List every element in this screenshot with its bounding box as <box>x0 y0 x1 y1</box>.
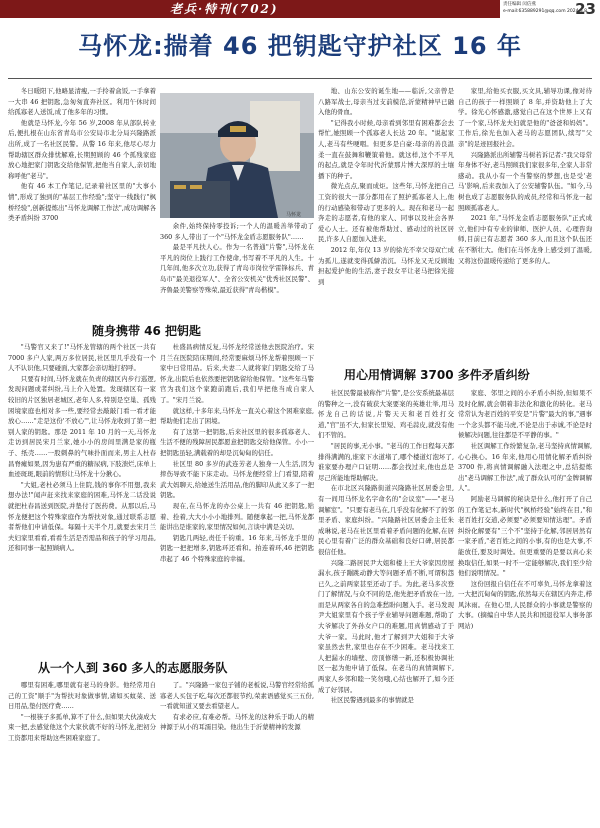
paragraph: 余件,始终保持零投诉;一个人的温暖善举带动了 360 多人,带出了一个"马怀龙金盾志愿服务队"…… <box>160 222 314 241</box>
paragraph: 了。"兴隆路一家包子铺的老板说,马警官经常给孤寡老人买包子吃,每次还都很节约,荣素语感觉买三五份,一看就知道又要去看望老人。 <box>160 681 314 711</box>
section2-col1 <box>8 680 156 822</box>
page-number: 23 <box>575 0 596 18</box>
section2-heading: 从一个人到 360 多人的志愿服务队 <box>38 661 228 675</box>
paragraph: 他有 46 本工作笔记,记录着社区里的"大事小情",形成了独到的"基层工作经验";坚守一线践行"枫桥经验",创新提炼出"马怀龙调解工作法",成功调解各类矛盾纠纷 3700 <box>8 182 156 223</box>
section-title: 老兵·特刊(702) <box>170 2 279 16</box>
paragraph: 最是平凡扶人心。作为一名普通"片警",马怀龙在平凡的岗位上践行工作使命,书写着不平凡的人生。十几年间,他多次立功,获得了青岛市岗位学雷锋标兵、青岛市"最美退役军人"、全省公安机关"优秀社区民警"、齐鲁最美警察等殊荣,最近获得"青岛楷模"。 <box>160 243 314 294</box>
police-officer-photo <box>160 93 314 218</box>
section3-col3 <box>318 388 454 822</box>
paragraph: 地、山东公安的诞生地——临沂,父亲曾是八路军战士,母亲当过支前模范,沂蒙精神早已融入他的骨血。 <box>318 87 454 117</box>
paragraph: "一根筷子多孤单,算不了什么,但如果大伙凑成大束一把,去感觉他这个大家伙就不好的马怀龙,把初分工资都用来帮助这些困难家庭了。 <box>8 712 156 742</box>
paragraph: 他就是马怀龙,今年 56 岁,2008 年从部队转业后,便扎根在山东省青岛市公安局市北分局兴隆路派出所,成了一名社区民警。从警 16 年来,他尽心尽力帮助辖区群众排忧解难,长期照顾的 46 个孤残家庭放心地把家门钥匙交给他保管,把他当自家人,亲切地称呼他"老马"。 <box>8 118 156 180</box>
paragraph: 社区民警遇到最多的事情就是 <box>330 696 414 705</box>
paragraph: 在市北区兴隆路街道兴隆路社区居委会里,有一间用马怀龙名字命名的"会议室"——"老马调解室"。"只要有老马在,几乎没有化解不了的邻里矛盾、家庭纠纷。"兴隆路社区居委会主任朱成琳说,老马在社区里看着矛盾问题的化解,在居民心里有着广泛的群众基础和良好口碑,居民都很信任他。 <box>318 484 454 556</box>
editor-email: e-mail:635889291@qq.com 2024.3.8 <box>503 9 588 14</box>
paragraph: 冬日暖阳下,他略显清瘦,一手拎着盒饭,一手拿着一大串 46 把钥匙,急匆匆直奔社区。利用午休时间给孤寡老人送饭,成了他多年的习惯。 <box>8 87 156 117</box>
section3-col4 <box>458 388 592 822</box>
paragraph: 家里,给他买衣服,买文具,辅导功课,像对待自己的孩子一样照顾了 8 年,并资助他上了大学。徐光心怀感激,感觉自己在这个世界上又有了一个家,马怀龙夫妇就是他的"爸爸和妈妈"。工作后,徐光也加入老马的志愿团队,续写"父亲"的足迹回报社会。 <box>458 87 592 148</box>
section1-col2 <box>160 342 314 657</box>
headline-rule <box>8 78 592 79</box>
paragraph: "大姐,老杜必须马上住院,钱的事你不用想,我来想办法!"闻声赶来找来家庭的困难,马怀龙二话没说就把杜春昌送到医院,并垫付了医药费。从那以后,马怀龙便把这个特殊家庭作为帮扶对象,通过联系志愿者帮他们申请低保。每隔十天半个月,就要去宋月兰夫妇家里看看,看看生活是否需品和孩子的学习用品,还和同事一起照顾病人。 <box>8 480 156 553</box>
col3-top <box>318 86 454 386</box>
paragraph: 钥匙几两轻,责任千钧重。16 年来,马怀龙手里的钥匙一把把增多,钥匙环还看和。拍连着环,46 把钥匙串起了 46 个特殊家庭的幸福。 <box>160 533 314 563</box>
paragraph: 微光点点,聚而成炬。这些年,马怀龙把自己工资的很大一部分都用在了照护孤寡老人上,他的行动感染和带动了更多的人。现在和老马一起奔走的志愿者,有他的家人、同事以及社会各界爱心人士。还有被他帮助过、感动过的社区居民,许多人自愿加入进来。 <box>318 182 454 244</box>
paragraph: 兴隆二路居民尹大姐和楼上王大爷家因房屋漏水,孩子蹦跳动静大等问题矛盾不断,可谓积怨已久,之前两家甚至还动了手。为此,老马多次登门了解情况,与众不同的是,他先把矛盾放在一边,而是从两家各自的急难愁盼问题入手。老马发现尹大姐家里有个孩子学业辅导问题难题,帮助了大爷解决了外孙女户口的难题,用真情感动了于大爷一家。马此时,他才了解到尹大姐和于大爷家虽然去世,家里也存在不少困难。老马找来工人把漏水的墙壁、房顶修缮一新,还积极协调社区一起为他申请了低保。在老马的真情调解下,两家人乡邻和睦一笑勿哦,心结也解开了,如今还成了好邻居。 <box>318 558 454 694</box>
paragraph: 家庭、邻里之间的小矛盾小纠纷,但如果不及时化解,就会朝着非法化和激化的转化。老马常常认为老百姓的平安是"片警"最大的事,"遇事一个念头都不能马虎,不论是出于赤诚,不论是时候解决问题,往往都是不平静的事。" <box>458 389 592 440</box>
section1-heading: 随身携带 46 把钥匙 <box>92 324 202 338</box>
col4-top <box>458 86 592 386</box>
paragraph: 只要有时间,马怀龙就在负责的辖区内步行巡逻,发现问题或者纠纷,马上介入处置。发现辖区有一家较旧的片区独居老城区,老年人多,特别是空巢、孤残困境家庭也相对多一些,要经常去敲敲门看一看才能放心……"走是这份'不放心'",让马怀龙收到了第一把别人家的钥匙。那是 2011 年 10 月的一天,马怀龙走访到居民宋月兰家,她小小的房间里满是家的瓶子、纸壳……一股刺鼻的气味扑面而来,男主人杜春昌脊瘫如果,因为患有严重的糖尿病,下肢溃烂,床单上血迹斑斑,眼前的情形让马怀龙十分揪心。 <box>8 374 156 479</box>
paragraph: 杜盛昌病情反复,马怀龙经常送他去医院治疗。宋月兰在医院陪床期间,经常要麻烦马怀龙帮着照顾一下家中日常用品。后来,夫妻二人就将家门钥匙交给了马怀龙,出院后也依然要把钥匙留给他保管。"这些年马警官为我们这个家跑前跑后,我们早把他当成自家人了。"宋月兰说。 <box>160 343 314 404</box>
paragraph: 有了这第一把钥匙,后来社区里的很多孤寡老人、生活不便的残障居民都愿意把钥匙交给他保管。小小一把钥匙虽轻,满载着的却是沉甸甸的信任。 <box>160 427 314 457</box>
col2-top <box>160 221 314 321</box>
paragraph: 社区调解工作纷繁复杂,老马坚持真情调解,心心换心。16 年来,他用心用情化解矛盾纠纷 3700 件,将真情调解融入法理之中,总结提炼出"老马调解工作法",成了群众认可的"金牌调解人"。 <box>458 441 592 493</box>
paragraph: 现在,在马怀龙的办公桌上一共有 46 把钥匙,贴着、拴着,大大小小小地排列。随便拿起一把,马怀龙都能讲出是谁家的,家里情况如何,言谈中满是关切。 <box>160 501 314 532</box>
paragraph: "记得我小时候,母亲看到邻里有困难都会去帮忙,她照顾一个孤寡老人长达 20 年。"说起家人,老马有些哽咽。但更多是自豪:母亲的善良温柔一直在鼓舞和鞭策着他。就这样,这个不平凡的起点,就是令年时代沂蒙那片博大深厚的土壤播下的种子。 <box>318 118 454 180</box>
paragraph: 社区里 80 多岁的武连芳老人独身一人生活,因为摔伤导致不能下床走动。马怀龙便经常上门看望,陪着武大妈聊天,给她送生活用品,他的脚印从此又多了一把钥匙。 <box>160 459 314 500</box>
paragraph: 就这样,十多年来,马怀龙一直关心着这个困难家庭,帮助他们走出了困境。 <box>160 406 314 426</box>
paragraph: "马警官又来了!"马怀龙管辖的两个社区一共有 7000 多户人家,两万多位居民,社区里几乎没有一个人不认识他,只要碰面,大家都会亲切地打招呼。 <box>8 343 156 373</box>
photo-caption: 马怀龙 <box>286 212 302 218</box>
col1-top <box>8 86 156 320</box>
paragraph: 社区民警最被称作"片警",是公安系统最基层的警种之一,没有破获大案要案的英雄壮举,用马怀龙自己的话说,片警天天和老百姓打交道,"官"虽不大,但家长里短、鸡毛蒜皮,就没有他们不管的。 <box>318 389 454 440</box>
paragraph: 2012 年,年仅 13 岁的徐光不幸父母双亡成为孤儿,遂就变得孤僻消沉。马怀龙又无反顾地担起爱护他的生活,妻子段女平让老马把徐光接到 <box>318 245 454 286</box>
section3-heading: 用心用情调解 3700 多件矛盾纠纷 <box>344 368 530 382</box>
photo-illustration <box>160 93 314 218</box>
paragraph: 阿励老马调解的秘诀是什么,他打开了自己的工作笔记本,新时代"枫桥经验"始终在目,"和老百姓打交道,必须要"必须要知情达理"。矛盾纠纷化解要有"三个不"坚持于化解,邻居居然有一家矛盾,"老百姓之间的小事,有的也是大事,不能放任,要及时调处。但更重要的是要以真心来换取信任,如果一时不一定能够解决,我们至少给他们说明情况。" <box>458 494 592 578</box>
editor-credit: 责任编辑 闵信燕 <box>503 2 536 7</box>
article-headline: 马怀龙:揣着 46 把钥匙守护社区 16 年 <box>78 32 522 60</box>
paragraph: 哪里有困难,哪里就有老马的身影。他经常用自己的工资"顺手"为帮扶对象做事情,诸如买蚊菜、送日用品,垫付医疗费…… <box>8 681 156 711</box>
section2-col2 <box>160 680 314 822</box>
paragraph: 这份回报自信任在不可辜负,马怀龙拿着这一大把沉甸甸的钥匙,依然每天在辖区内奔走,栉风沐雨。在他心里,人民群众的小事就是警察的大事。(摘编自中华人民共和国退役军人事务部网站) <box>458 579 592 631</box>
paragraph: 兴隆路派出所辅警马树若诉记者:"我父母常年身体不好,老马照顾我们家很多年,全家人非常感动。我从小有一个当警察的梦想,也是受'老马'影响,后来我加入了公安辅警队伍。"如今,马树也成了志愿服务队的成员,经常和马怀龙一起照顾孤寡老人。 <box>458 150 592 212</box>
paragraph: 2021 年,"马怀龙金盾志愿服务队"正式成立,他们中有专业的律师、医护人员、心理咨询师,目前已有志愿者 360 多人,而且这个队伍还在不断壮大。他们在马怀龙身上感受到了温暖,又将这份温暖传递给了更多的人。 <box>458 214 592 265</box>
paragraph: 有求必应,有难必帮。马怀龙的这种乐于助人的精神源于从小的耳濡目染。他出生于沂蒙精神的发源 <box>160 712 314 732</box>
paragraph: "居民的事,无小事。"老马的工作日程每天都排得满满的,谁家下水道堵了,哪个楼道灯泡坏了,谁家要办理户口证明……都会找过来,他也总是尽己所能地帮助解决。 <box>318 441 454 482</box>
section1-col1 <box>8 342 156 657</box>
